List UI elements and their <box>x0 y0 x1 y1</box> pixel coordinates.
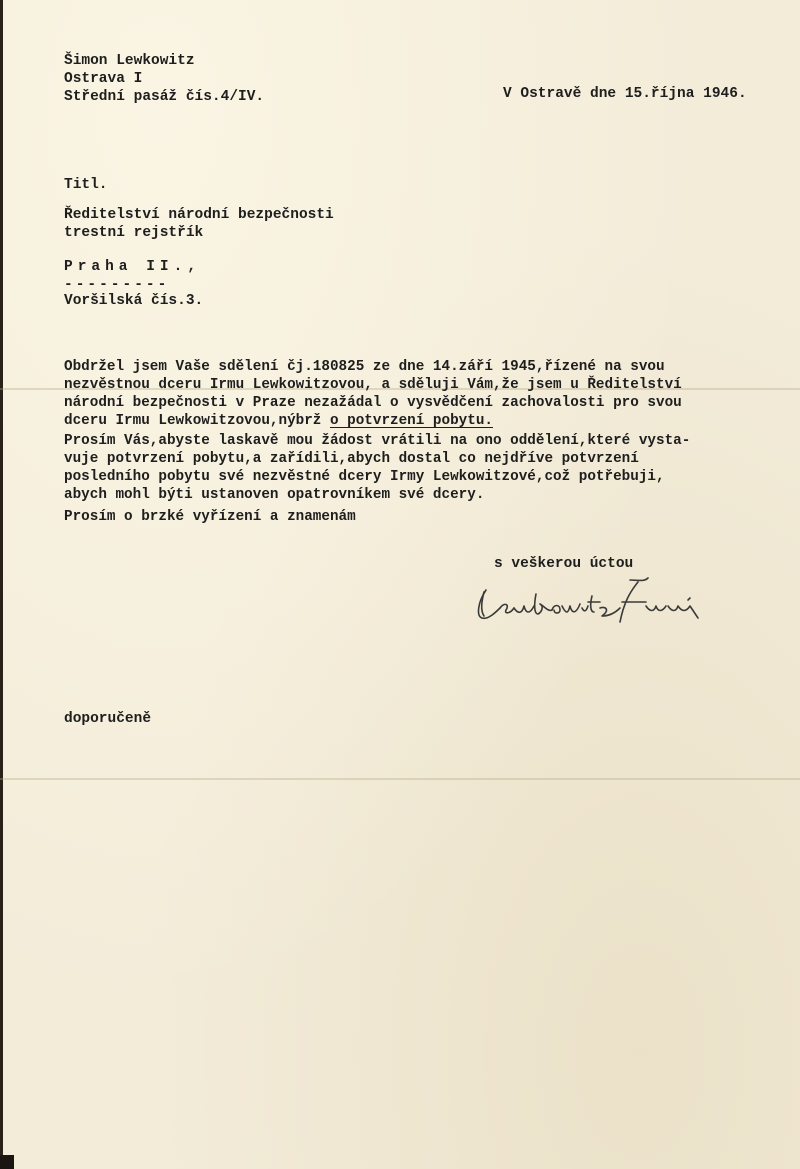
body-line: Obdržel jsem Vaše sdělení čj.180825 ze dne 14.září 1945,řízené na svou <box>64 359 665 375</box>
body-line-start: dceru Irmu Lewkowitzovou,nýbrž <box>64 413 330 429</box>
paper-fold <box>0 778 800 780</box>
body-paragraph-2 <box>64 432 690 504</box>
body-line: Prosím Vás,abyste laskavě mou žádost vrátili na ono oddělení,které vysta- <box>64 433 691 449</box>
body-paragraph-1 <box>64 358 682 430</box>
sender-name: Šimon Lewkowitz <box>64 53 195 69</box>
recipient-city: Praha II., <box>64 259 202 275</box>
body-line: vuje potvrzení pobytu,a zařídili,abych dostal co nejdříve potvrzení <box>64 451 639 467</box>
recipient-city-underline: --------- <box>64 277 170 293</box>
regards-line: s veškerou úctou <box>494 556 634 572</box>
recipient-department: trestní rejstřík <box>64 225 204 241</box>
sender-city: Ostrava I <box>64 71 143 87</box>
recipient-block <box>64 206 334 242</box>
underlined-phrase: o potvrzení pobytu. <box>329 413 493 429</box>
sender-block <box>64 52 264 106</box>
sender-address: Střední pasáž čís.4/IV. <box>64 89 265 105</box>
handwritten-signature <box>470 572 740 642</box>
body-line <box>64 412 682 430</box>
delivery-note: doporučeně <box>64 711 152 727</box>
closing-line: Prosím o brzké vyřízení a znamenám <box>64 509 356 525</box>
salutation: Titl. <box>64 177 108 193</box>
scan-corner <box>0 1155 14 1169</box>
recipient-office: Ředitelství národní bezpečnosti <box>64 207 334 223</box>
scan-edge <box>0 0 3 1169</box>
body-line: nezvěstnou dceru Irmu Lewkowitzovou, a sděluji Vám,že jsem u Ředitelství <box>64 377 682 393</box>
date-line: V Ostravě dne 15.října 1946. <box>503 86 747 102</box>
body-line: národní bezpečnosti v Praze nezažádal o vysvědčení zachovalosti pro svou <box>64 395 682 411</box>
body-line: posledního pobytu své nezvěstné dcery Irmy Lewkowitzové,což potřebuji, <box>64 469 665 485</box>
body-line: abych mohl býti ustanoven opatrovníkem své dcery. <box>64 487 485 503</box>
recipient-street: Voršilská čís.3. <box>64 293 204 309</box>
